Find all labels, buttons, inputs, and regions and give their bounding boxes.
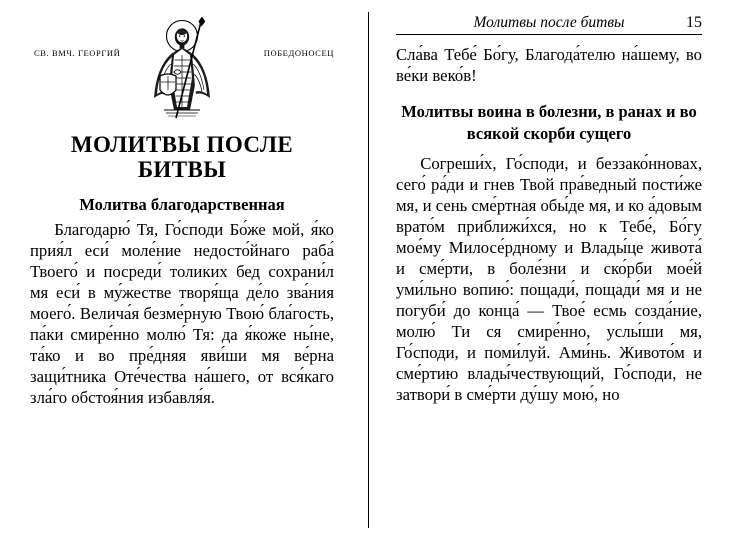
right-page <box>368 0 736 540</box>
running-head <box>396 14 702 32</box>
icon-caption-left: СВ. ВМЧ. ГЕОРГИЙ <box>34 48 121 58</box>
page-title: МОЛИТВЫ ПОСЛЕ БИТВЫ <box>70 132 294 183</box>
running-head-title: Молитвы после битвы <box>473 14 625 31</box>
prayer-paragraph-continued: Сла́ва Тебе́ Бо́гу, Благода́телю на́шему, во ве́ки веко́в! <box>396 45 702 85</box>
prayer-paragraph-main: Согреши́х, Го́споди, и беззако́нновах, сего́ ра́ди и гнев Твой пра́ведный пости́же мя, и сень сме́ртная обы́де мя, и ко а́довым врато́м приближи́хся, но к Тебе́, Бо́гу мое́му Милосе́рдному и Влады́це живота́ и сме́рти, в боле́зни и ско́рби мое́й уми́льно вопию́: пощади́, пощади́ мя и не погуби́ до конца́ — Твое́ есмь созда́ние, молю́ Ти ся смире́нно, услы́ши мя, Го́споди, и поми́луй. Ами́нь. Живото́м и сме́ртию влады́чествующий, Го́споди, не затвори́ в сме́рти ду́шу мою́, но <box>396 154 702 404</box>
icon-caption-right: ПОБЕДОНОСЕЦ <box>263 48 334 58</box>
icon-block <box>30 14 334 122</box>
prayer-paragraph: Благодарю́ Тя, Го́споди Бо́же мой, я́ко прия́л еси́ моле́ние недосто́йнаго раба́ Твоего́ и посреди́ толиких бед сохрани́л мя еси́ в му́жестве творя́ща де́ло зва́ния моего́. Велича́я безме́рную Твою́ бла́гость, па́ки смире́нно молю́ Тя: да я́коже ны́не, та́ко и во пре́дняя яви́ши мя ве́рна защи́тника Оте́чества на́шего, от вся́каго зла́го обстоя́ния избавля́я. <box>30 220 334 408</box>
saint-george-icon <box>130 14 234 127</box>
page-number: 15 <box>686 14 702 31</box>
section-subtitle-2: Молитвы воина в болезни, в ранах и во всякой скорби сущего <box>401 101 697 143</box>
section-subtitle: Молитва благодарственная <box>79 194 285 214</box>
header-rule <box>396 34 702 35</box>
